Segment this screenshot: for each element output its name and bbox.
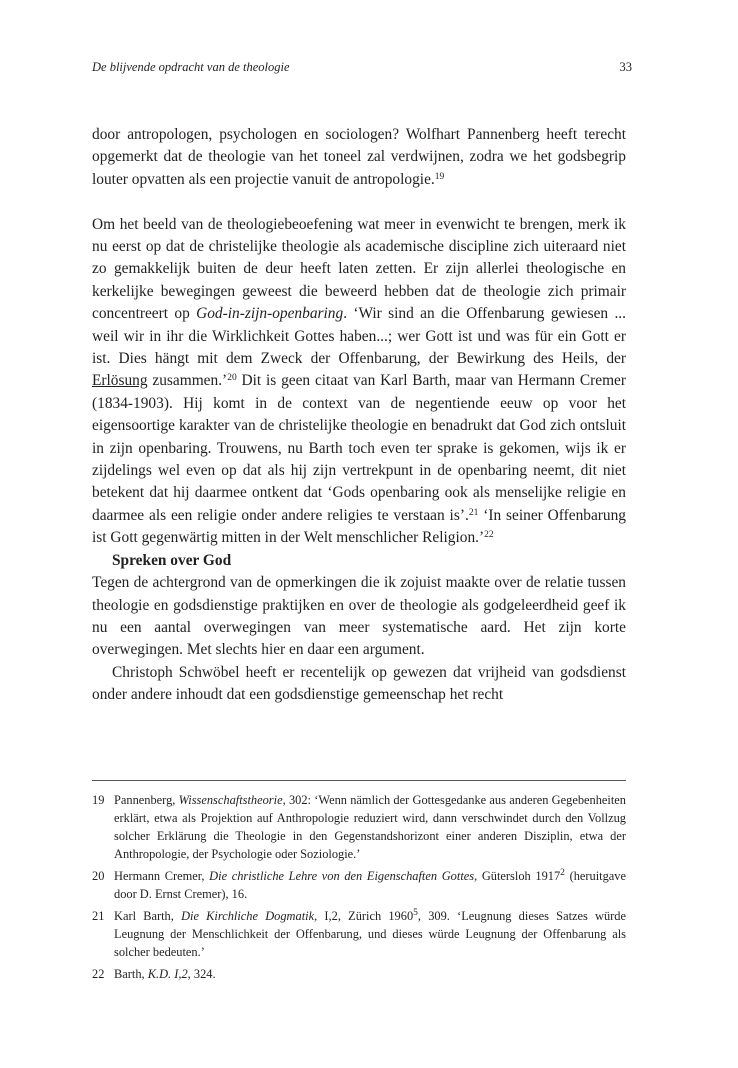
paragraph-2-part-c: . ‘Wir sind an die Offenbarung gewiesen ... weil wir in ihr die Wirklichkeit Gottes haben...; wer Gott ist und was für ein Gott er ist. Dies hängt mit dem Zweck der Offenbarung, der Bewirkung des Heils, der [92,305,626,368]
footnote-20-part-d: (heruitgave door D. Ernst Cremer), 16. [114,869,626,901]
paragraph-1 [92,124,626,191]
footnote-21-part-c: , I,2, Zürich 1960 [314,909,414,923]
footnote-body [114,867,626,903]
paragraph-4: Christoph Schwöbel heeft er recentelijk op gewezen dat vrijheid van godsdienst onder andere inhoudt dat een godsdienstige gemeenschap het recht [92,663,626,704]
paragraph-2-part-e: zusammen.’ [147,372,228,390]
footnote-20 [92,867,626,903]
footnote-22 [92,965,626,983]
footnote-21-part-d: , 309. ‘Leugnung dieses Satzes würde Leugnung der Menschlichkeit der Offenbarung, und dieses würde Leugnung der Offenbarung als solcher bedeuten.’ [114,909,627,959]
footnote-21-part-a: Karl Barth, [114,909,182,923]
edition-superscript: 5 [413,908,418,918]
paragraph-2-part-f: Dit is geen citaat van Karl Barth, maar van Hermann Cremer (1834-1903). Hij komt in de context van de negentiende eeuw op voor het eigensoortige karakter van de christelijke theologie en benadrukt dat God zich ontsluit in zijn openbaring. Trouwens, nu Barth toch even ter sprake is gekomen, wijs ik er zijdelings wel even op dat als hij zijn vertrekpunt in de openbaring neemt, dit niet betekent dat hij daarmee ontkent dat ‘Gods openbaring ook als menselijke religie en daarmee als een religie onder andere religies te verstaan is’. [92,372,626,524]
footnote-ref-21[interactable]: 21 [468,507,479,518]
paragraph-1-text: door antropologen, psychologen en sociologen? Wolfhart Pannenberg heeft terecht opgemerkt dat de theologie van het toneel zal verdwijnen, zodra we het godsbegrip louter opvatten als een projectie vanuit de antropologie. [92,126,626,188]
footnote-20-title: Die christliche Lehre von den Eigenschaften Gottes [209,869,475,883]
page-number: 33 [619,60,632,74]
footnote-body [114,965,626,983]
footnote-divider [92,780,626,781]
footnote-ref-20[interactable]: 20 [227,373,237,384]
section-heading: Spreken over God [112,551,232,569]
paragraph-2-part-a: Om het beeld van de theologiebeoefening wat meer in evenwicht te brengen, merk ik nu eerst op dat de christelijke theologie als academische discipline zich uiteraard niet zo gemakkelijk buiten de deur heeft laten zetten. Er zijn allerlei theologische en kerkelijke bewegingen geweest die beweerd hebben dat de theologie zich primair concentreert op [92,215,626,323]
running-header-title: De blijvende opdracht van de theologie [92,60,290,74]
footnote-22-title: K.D. I,2 [147,967,188,981]
footnote-ref-22[interactable]: 22 [484,530,494,541]
footnote-19-part-a: Pannenberg, [114,793,179,807]
footnotes [92,791,626,987]
paragraph-2-part-g: ‘In seiner Offenbarung ist Gott gegenwärtig mitten in der Welt menschlicher Religion.’ [92,506,627,547]
paragraph-2 [92,214,626,550]
edition-superscript: 2 [560,868,565,878]
body-text [92,124,626,707]
footnote-number: 20 [92,869,105,883]
footnote-20-part-a: Hermann Cremer, [114,869,210,883]
footnote-body [114,791,626,863]
underlined-word: Erlösung [92,372,148,390]
footnote-ref-19[interactable]: 19 [434,171,445,182]
footnote-19-part-c: , 302: ‘Wenn nämlich der Gottesgedanke aus anderen Gegebenheiten erklärt, etwa als Projektion auf Anthropologie reduziert wird, dann verschwindet durch den Vollzug solcher Erklärung die Theologie in den Gegenstandshorizont einer anderen Disziplin, etwa der Anthropologie, der Psychologie oder Soziologie.’ [114,793,626,861]
footnote-22-part-a: Barth, [114,967,148,981]
footnote-number: 21 [92,909,105,923]
footnote-21-title: Die Kirchliche Dogmatik [181,909,315,923]
footnote-20-part-c: , Gütersloh 1917 [474,869,561,883]
footnote-21 [92,907,626,961]
footnote-19 [92,791,626,863]
footnote-body [114,907,626,961]
footnote-19-title: Wissenschaftstheorie [178,793,283,807]
paragraph-3: Tegen de achtergrond van de opmerkingen die ik zojuist maakte over de relatie tussen theologie en godsdienstige praktijken en over de theologie als godgeleerdheid geef ik nu een aantal overwegingen van meer systematische aard. Het zijn korte overwegingen. Met slechts hier en daar een argument. [92,574,626,659]
running-header [92,60,632,82]
footnote-number: 19 [92,793,105,807]
paragraph-2-emphasis: God-in-zijn-openbaring [196,305,344,323]
footnote-22-part-c: , 324. [187,967,216,981]
footnote-number: 22 [92,967,105,981]
